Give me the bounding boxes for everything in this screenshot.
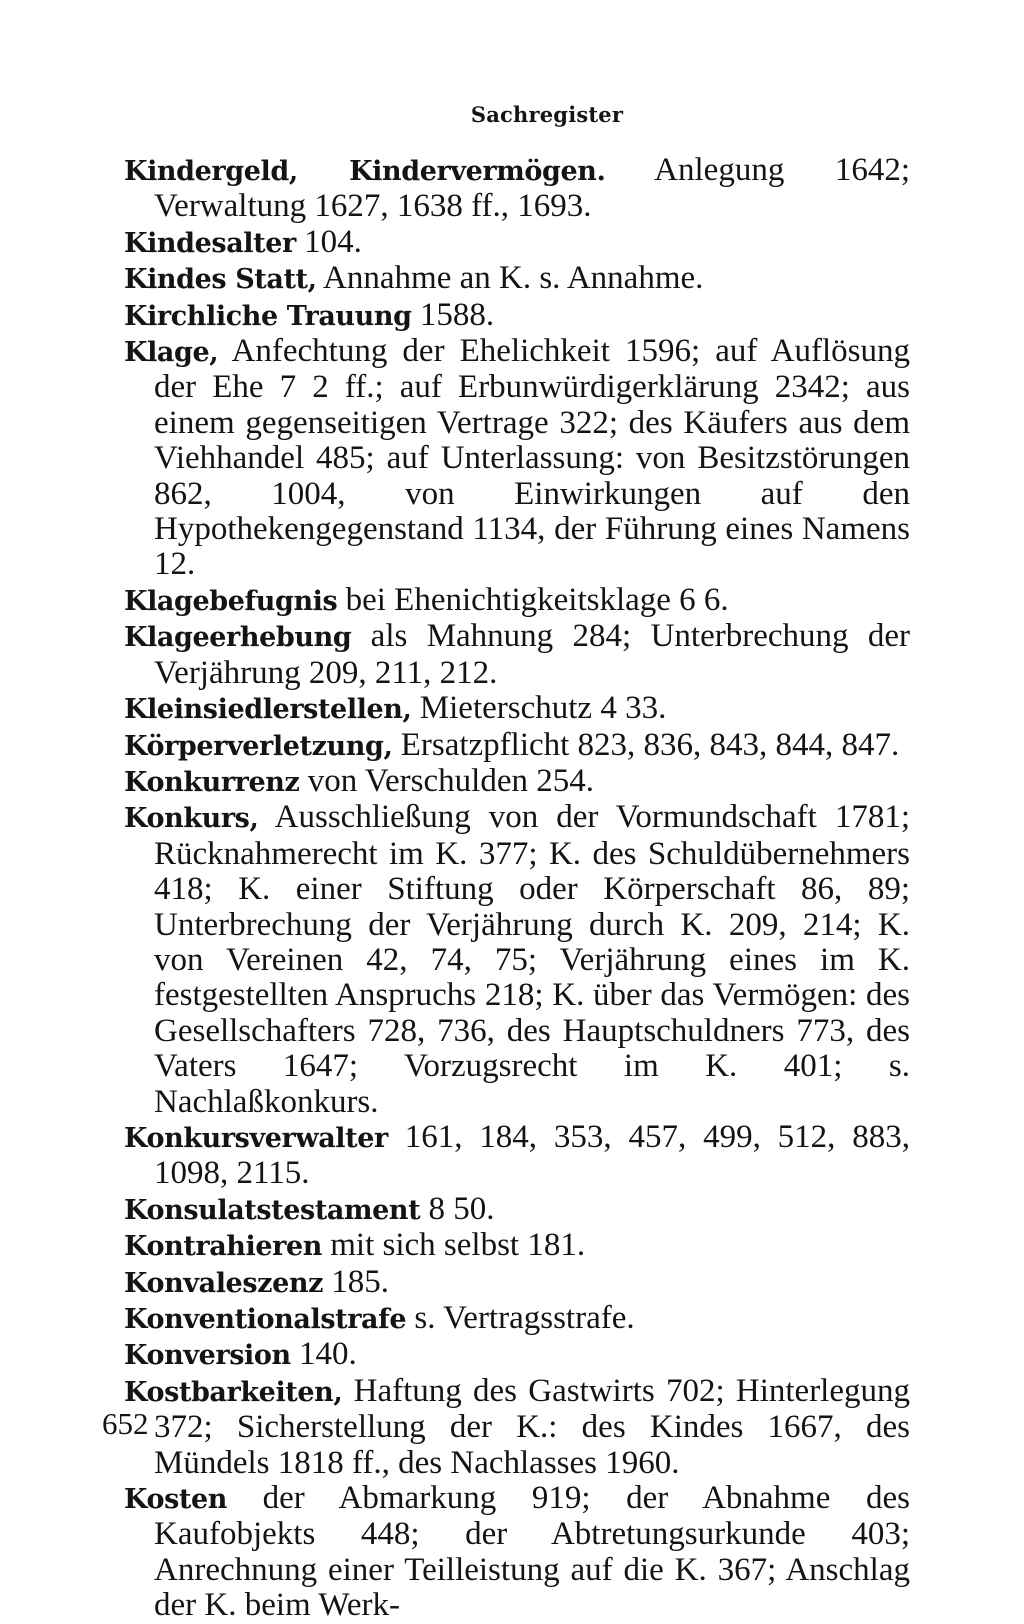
entry-references: 140. xyxy=(290,1336,357,1373)
entry-references: Ausschließung von der Vormundschaft 1781; Rücknahmerecht im K. 377; K. des Schuldübernehmers 418; K. einer Stiftung oder Körperschaft 86, 89; Unterbrechung der Verjährung durch K. 209, 214; K. von Vereinen 42, 74, 75; Verjährung eines im K. festgestellten Anspruchs 218; K. über das Vermögen: des Gesellschafters 728, 736, des Hauptschuldners 773, des Vaters 1647; Vorzugsrecht im K. 401; s. Nachlaßkonkurs. xyxy=(154,799,910,1120)
index-entry xyxy=(124,1301,910,1337)
index-entry xyxy=(124,800,910,1120)
index-entry xyxy=(124,1481,910,1624)
index-entry xyxy=(124,334,910,583)
entry-references: 161, 184, 353, 457, 499, 512, 883, 1098, 2115. xyxy=(154,1118,910,1192)
index-entry xyxy=(124,1192,910,1228)
entry-references: mit sich selbst 181. xyxy=(322,1227,586,1264)
entry-term: Klage, xyxy=(124,337,219,369)
entry-term: Konkurs, xyxy=(124,803,259,835)
index-entry xyxy=(124,583,910,619)
entry-term: Konversion xyxy=(124,1340,291,1372)
entry-references: s. Vertragsstrafe. xyxy=(406,1300,635,1336)
index-entry xyxy=(124,728,910,764)
entry-references: Annahme an K. s. Annahme. xyxy=(316,260,704,297)
page-number: 652 xyxy=(102,1406,149,1441)
entry-term: Kostbarkeiten, xyxy=(124,1376,343,1408)
entry-term: Kontrahieren xyxy=(124,1231,323,1263)
entry-term: Kosten xyxy=(124,1484,227,1516)
entry-term: Klagebefugnis xyxy=(124,585,338,617)
entry-references: Anfechtung der Ehelichkeit 1596; auf Auflösung der Ehe 7 2 ff.; auf Erbunwürdigerklärung 2342; aus einem gegenseitigen Vertrage 322; des Käufers aus dem Viehhandel 485; auf Unterlassung: von Besitzstörungen 862, 1004, von Einwirkungen auf den Hypothekengegenstand 1134, der Führung eines Namens 12. xyxy=(154,333,910,583)
entry-references: Ersatzpflicht 823, 836, 843, 844, 847. xyxy=(392,726,900,763)
index-entry xyxy=(124,1374,910,1481)
index-entry xyxy=(124,225,910,261)
index-entry xyxy=(124,691,910,727)
entry-term: Konkurrenz xyxy=(124,766,300,798)
entry-references: Anlegung 1642; Verwaltung 1627, 1638 ff., 1693. xyxy=(154,152,910,225)
entry-references: 185. xyxy=(323,1263,390,1300)
index-entry xyxy=(124,261,910,297)
entry-references: 1588. xyxy=(411,296,495,333)
index-entry xyxy=(124,1228,910,1264)
entry-term: Kindes Statt, xyxy=(124,264,317,296)
index-entry xyxy=(124,764,910,800)
entry-references: 104. xyxy=(295,223,362,260)
entry-references: der Abmarkung 919; der Abnahme des Kaufobjekts 448; der Abtretungsurkunde 403; Anrechnung einer Teilleistung auf die K. 367; Anschlag der K. beim Werk- xyxy=(154,1480,910,1624)
entry-term: Konkursverwalter xyxy=(124,1122,388,1154)
index-entry xyxy=(124,298,910,334)
entry-term: Kirchliche Trauung xyxy=(124,300,412,332)
index-entry xyxy=(124,1120,910,1192)
entry-term: Körperverletzung, xyxy=(124,730,393,762)
index-entry xyxy=(124,153,910,225)
entry-term: Konventionalstrafe xyxy=(124,1304,407,1335)
entry-references: Mieterschutz 4 33. xyxy=(411,690,667,727)
entry-term: Kindesalter xyxy=(124,227,296,259)
index-entry-list xyxy=(124,153,910,1624)
index-entry xyxy=(124,1265,910,1301)
entry-term: Konsulatstestament xyxy=(124,1194,421,1226)
index-entry xyxy=(124,619,910,691)
running-header: Sachregister xyxy=(470,102,624,127)
entry-term: Konvaleszenz xyxy=(124,1267,324,1299)
entry-term: Kindergeld, Kindervermögen. xyxy=(124,156,606,187)
entry-term: Kleinsiedlerstellen, xyxy=(124,694,412,726)
entry-references: von Verschulden 254. xyxy=(299,762,594,799)
entry-term: Klageerhebung xyxy=(124,622,352,654)
entry-references: als Mahnung 284; Unterbrechung der Verjährung 209, 211, 212. xyxy=(154,618,910,691)
entry-references: 8 50. xyxy=(420,1190,495,1227)
entry-references: bei Ehenichtigkeitsklage 6 6. xyxy=(337,581,729,618)
entry-references: Haftung des Gastwirts 702; Hinterlegung 372; Sicherstellung der K.: des Kindes 1667, des Mündels 1818 ff., des Nachlasses 1960. xyxy=(154,1372,910,1481)
index-entry xyxy=(124,1337,910,1373)
